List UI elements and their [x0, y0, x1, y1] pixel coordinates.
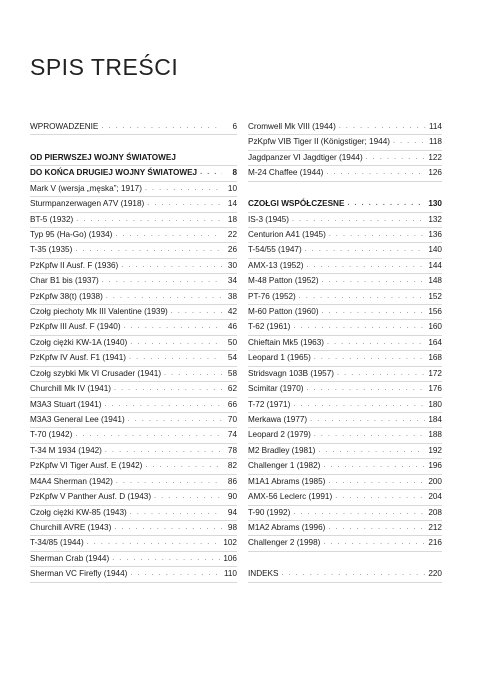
toc-page-number: 54: [227, 353, 237, 363]
toc-entry-title: CZOŁGI WSPÓŁCZESNE: [248, 199, 345, 209]
toc-entry-title: Churchill Mk IV (1941): [30, 384, 111, 394]
toc-entry-title: Stridsvagn 103B (1957): [248, 368, 335, 378]
toc-page-number: 82: [227, 461, 237, 471]
toc-page-number: 208: [428, 507, 442, 517]
toc-page-number: 196: [428, 461, 442, 471]
toc-leader-dots: [121, 259, 222, 273]
toc-entry-title: T-34/85 (1944): [30, 538, 84, 548]
toc-leader-dots: [307, 382, 426, 396]
toc-entry[interactable]: [248, 120, 442, 135]
toc-page-number: 168: [428, 353, 442, 363]
toc-page-number: 192: [428, 445, 442, 455]
toc-leader-dots: [145, 182, 222, 196]
toc-entry-title: M-24 Chaffee (1944): [248, 168, 324, 178]
toc-entry-title: IS-3 (1945): [248, 214, 289, 224]
toc-entry-title: Czołg ciężki KW-85 (1943): [30, 507, 127, 517]
toc-leader-dots: [114, 521, 222, 535]
toc-leader-dots: [114, 382, 222, 396]
toc-leader-dots: [310, 413, 425, 427]
toc-entry-title: T-90 (1992): [248, 507, 291, 517]
toc-entry[interactable]: [248, 490, 442, 505]
toc-entry-title: AMX-56 Leclerc (1991): [248, 492, 333, 502]
toc-page-number: 74: [227, 430, 237, 440]
toc-leader-dots: [116, 475, 222, 489]
toc-entry[interactable]: [30, 413, 237, 428]
toc-page-number: 180: [428, 399, 442, 409]
toc-entry[interactable]: [248, 536, 442, 551]
toc-page-number: 148: [428, 276, 442, 286]
toc-entry[interactable]: [248, 166, 442, 181]
toc-leader-dots: [347, 197, 425, 211]
toc-page-number: 200: [428, 476, 442, 486]
toc-spacer: [248, 182, 442, 197]
toc-entry-title: Typ 95 (Ha-Go) (1934): [30, 229, 113, 239]
toc-leader-dots: [129, 351, 222, 365]
toc-entry[interactable]: [30, 259, 237, 274]
toc-leader-dots: [305, 243, 426, 257]
toc-page-number: 46: [227, 322, 237, 332]
toc-entry-title: Cromwell Mk VIII (1944): [248, 121, 336, 131]
toc-entry-title: Challenger 2 (1998): [248, 538, 321, 548]
toc-column-right: [248, 120, 442, 583]
toc-entry-title: Czołg szybki Mk VI Crusader (1941): [30, 368, 162, 378]
toc-leader-dots: [104, 398, 222, 412]
toc-entry-title: M1A1 Abrams (1985): [248, 476, 326, 486]
toc-entry-title: T-35 (1935): [30, 245, 73, 255]
toc-entry[interactable]: [30, 213, 237, 228]
toc-section-heading[interactable]: [248, 197, 442, 212]
toc-entry-title: AMX-13 (1952): [248, 260, 304, 270]
toc-leader-dots: [339, 120, 426, 134]
toc-entry[interactable]: [30, 459, 237, 474]
toc-entry-title: M-48 Patton (1952): [248, 276, 319, 286]
toc-entry-title: PzKpfw II Ausf. F (1936): [30, 260, 119, 270]
toc-page-number: 152: [428, 291, 442, 301]
toc-page-number: 10: [227, 183, 237, 193]
toc-leader-dots: [130, 506, 222, 520]
toc-entry[interactable]: [30, 521, 237, 536]
toc-entry[interactable]: [248, 413, 442, 428]
toc-entry[interactable]: [30, 367, 237, 382]
toc-leader-dots: [115, 228, 222, 242]
toc-entry-title: Char B1 bis (1937): [30, 276, 99, 286]
toc-entry[interactable]: [248, 567, 442, 582]
toc-entry-title: PzKpfw VIB Tiger II (Königstiger; 1944): [248, 137, 390, 147]
toc-entry[interactable]: [30, 506, 237, 521]
toc-page-number: 94: [227, 507, 237, 517]
toc-entry[interactable]: [30, 120, 237, 135]
toc-entry-title: PzKpfw IV Ausf. F1 (1941): [30, 353, 127, 363]
toc-entry[interactable]: [30, 336, 237, 351]
toc-leader-dots: [299, 290, 426, 304]
toc-leader-dots: [328, 521, 425, 535]
toc-page-number: 136: [428, 229, 442, 239]
toc-page-number: 118: [428, 137, 442, 147]
toc-entry[interactable]: [248, 213, 442, 228]
toc-entry-title: Mark V (wersja „męska”; 1917): [30, 183, 142, 193]
toc-entry[interactable]: [30, 290, 237, 305]
toc-leader-dots: [128, 413, 222, 427]
toc-entry-title: M3A3 General Lee (1941): [30, 415, 125, 424]
toc-page-number: 144: [428, 260, 442, 270]
toc-entry[interactable]: [248, 320, 442, 335]
toc-leader-dots: [75, 243, 222, 257]
toc-entry[interactable]: [248, 290, 442, 305]
toc-entry[interactable]: [30, 552, 237, 567]
toc-page-number: 122: [428, 152, 442, 162]
toc-entry-title: WPROWADZENIE: [30, 121, 99, 131]
toc-page-number: 188: [428, 430, 442, 440]
toc-leader-dots: [318, 444, 425, 458]
toc-page-number: 184: [428, 415, 442, 424]
toc-entry[interactable]: [30, 428, 237, 443]
toc-entry-title: Centurion A41 (1945): [248, 229, 326, 239]
toc-entry-title: M4A4 Sherman (1942): [30, 476, 113, 486]
toc-page-number: 8: [232, 168, 237, 178]
toc-page-number: 110: [223, 569, 237, 579]
toc-leader-dots: [281, 567, 425, 581]
toc-page-number: 172: [428, 368, 442, 378]
toc-entry[interactable]: [248, 351, 442, 366]
toc-leader-dots: [145, 459, 222, 473]
toc-entry-title: PT-76 (1952): [248, 291, 296, 301]
toc-leader-dots: [102, 274, 222, 288]
toc-page-number: 26: [227, 245, 237, 255]
toc-entry-title: Jagdpanzer VI Jagdtiger (1944): [248, 152, 363, 162]
toc-page-number: 140: [428, 245, 442, 255]
toc-entry[interactable]: [30, 490, 237, 505]
toc-entry-title: PzKpfw VI Tiger Ausf. E (1942): [30, 461, 143, 471]
toc-entry-title: OD PIERWSZEJ WOJNY ŚWIATOWEJ: [30, 152, 176, 162]
toc-entry[interactable]: [30, 536, 237, 551]
toc-leader-dots: [322, 274, 426, 288]
toc-entry-title: PzKpfw V Panther Ausf. D (1943): [30, 492, 152, 502]
toc-page-number: 176: [428, 384, 442, 394]
toc-page-number: 62: [227, 384, 237, 394]
toc-entry[interactable]: [248, 151, 442, 166]
toc-entry-title: Merkawa (1977): [248, 415, 308, 424]
toc-column-left: [30, 120, 237, 583]
toc-entry-title: M2 Bradley (1981): [248, 445, 316, 455]
toc-entry-title: Sherman Crab (1944): [30, 553, 110, 563]
toc-leader-dots: [293, 398, 425, 412]
toc-leader-dots: [164, 367, 222, 381]
toc-leader-dots: [105, 444, 222, 458]
toc-leader-dots: [393, 135, 426, 149]
toc-entry-title: INDEKS: [248, 569, 279, 579]
toc-leader-dots: [327, 336, 425, 350]
toc-leader-dots: [323, 536, 425, 550]
toc-entry-title: Challenger 1 (1982): [248, 461, 321, 471]
toc-entry-title: Sturmpanzerwagen A7V (1918): [30, 199, 145, 209]
toc-entry[interactable]: [30, 228, 237, 243]
toc-entry[interactable]: [248, 506, 442, 521]
toc-entry[interactable]: [248, 243, 442, 258]
toc-leader-dots: [106, 290, 222, 304]
page-title: SPIS TREŚCI: [30, 54, 179, 80]
toc-page-number: 212: [428, 522, 442, 532]
toc-entry[interactable]: [248, 259, 442, 274]
toc-entry-title: T-62 (1961): [248, 322, 291, 332]
toc-leader-dots: [112, 552, 220, 566]
toc-entry-title: T-34 M 1934 (1942): [30, 445, 102, 455]
toc-page-number: 132: [428, 214, 442, 224]
toc-leader-dots: [326, 166, 425, 180]
toc-entry-title: BT-5 (1932): [30, 214, 74, 224]
toc-leader-dots: [87, 536, 221, 550]
toc-leader-dots: [292, 213, 425, 227]
toc-entry-title: Chieftain Mk5 (1963): [248, 337, 324, 347]
toc-entry[interactable]: [30, 475, 237, 490]
toc-page-number: 126: [428, 168, 442, 178]
toc-entry[interactable]: [30, 305, 237, 320]
toc-page-number: 204: [428, 492, 442, 502]
toc-page-number: 86: [227, 476, 237, 486]
toc-entry[interactable]: [248, 367, 442, 382]
toc-entry[interactable]: [248, 475, 442, 490]
toc-entry-title: Leopard 2 (1979): [248, 430, 311, 440]
toc-entry-title: M1A2 Abrams (1996): [248, 522, 326, 532]
toc-page-number: 160: [428, 322, 442, 332]
toc-leader-dots: [323, 459, 425, 473]
toc-leader-dots: [366, 151, 426, 165]
toc-page-number: 42: [227, 307, 237, 317]
toc-entry[interactable]: [248, 428, 442, 443]
toc-entry-title: T-54/55 (1947): [248, 245, 302, 255]
toc-leader-dots: [335, 490, 425, 504]
toc-entry[interactable]: [248, 305, 442, 320]
toc-page-number: 38: [227, 291, 237, 301]
toc-entry[interactable]: [30, 243, 237, 258]
toc-page-number: 14: [227, 199, 237, 209]
toc-entry-title: M3A3 Stuart (1941): [30, 399, 102, 409]
toc-leader-dots: [147, 197, 222, 211]
toc-leader-dots: [314, 351, 426, 365]
toc-leader-dots: [328, 475, 425, 489]
toc-entry[interactable]: [30, 274, 237, 289]
toc-entry-title: Sherman VC Firefly (1944): [30, 569, 128, 579]
toc-page-number: 50: [227, 337, 237, 347]
toc-entry-title: M-60 Patton (1960): [248, 307, 319, 317]
toc-leader-dots: [124, 320, 222, 334]
toc-entry[interactable]: [248, 228, 442, 243]
toc-entry[interactable]: [248, 444, 442, 459]
toc-page-number: 156: [428, 307, 442, 317]
toc-entry[interactable]: [248, 398, 442, 413]
toc-leader-dots: [76, 213, 222, 227]
toc-entry-title: DO KOŃCA DRUGIEJ WOJNY ŚWIATOWEJ: [30, 168, 198, 178]
toc-entry-title: PzKpfw 38(t) (1938): [30, 291, 103, 301]
toc-page-number: 22: [227, 229, 237, 239]
toc-page-number: 164: [428, 337, 442, 347]
toc-entry[interactable]: [248, 459, 442, 474]
toc-entry[interactable]: [248, 336, 442, 351]
toc-leader-dots: [130, 567, 221, 581]
toc-page-number: 130: [428, 199, 442, 209]
toc-entry-title: Leopard 1 (1965): [248, 353, 311, 363]
toc-page-number: 114: [428, 121, 442, 131]
toc-entry[interactable]: [30, 320, 237, 335]
toc-leader-dots: [293, 320, 425, 334]
toc-page-number: 90: [227, 492, 237, 502]
toc-entry[interactable]: [248, 521, 442, 536]
toc-page-number: 70: [227, 415, 237, 424]
toc-entry[interactable]: [248, 135, 442, 150]
toc-leader-dots: [75, 428, 222, 442]
toc-page-number: 102: [223, 538, 237, 548]
toc-entry-title: T-72 (1971): [248, 399, 291, 409]
toc-leader-dots: [200, 166, 222, 180]
toc-leader-dots: [171, 305, 222, 319]
toc-section-heading[interactable]: [30, 151, 237, 166]
toc-entry[interactable]: [30, 398, 237, 413]
toc-leader-dots: [322, 305, 426, 319]
toc-entry[interactable]: [30, 567, 237, 582]
toc-page-number: 58: [227, 368, 237, 378]
toc-page-number: 216: [428, 538, 442, 548]
toc-entry[interactable]: [30, 197, 237, 212]
toc-page-number: 106: [223, 553, 237, 563]
toc-page-number: 66: [227, 399, 237, 409]
toc-page-number: 30: [227, 260, 237, 270]
toc-page-number: 6: [232, 121, 237, 131]
toc-page-number: 220: [428, 569, 442, 579]
toc-entry[interactable]: [248, 274, 442, 289]
toc-leader-dots: [314, 428, 426, 442]
toc-section-heading[interactable]: [30, 166, 237, 181]
toc-leader-dots: [154, 490, 222, 504]
toc-page-number: 18: [227, 214, 237, 224]
toc-page-number: 78: [227, 445, 237, 455]
toc-leader-dots: [293, 506, 425, 520]
toc-page-number: 98: [227, 522, 237, 532]
toc-entry[interactable]: [30, 444, 237, 459]
toc-entry-title: Scimitar (1970): [248, 384, 304, 394]
toc-leader-dots: [101, 120, 222, 134]
toc-leader-dots: [130, 336, 222, 350]
toc-leader-dots: [329, 228, 425, 242]
toc-page-number: 34: [227, 276, 237, 286]
toc-leader-dots: [307, 259, 426, 273]
toc-entry[interactable]: [30, 351, 237, 366]
toc-entry-title: Churchill AVRE (1943): [30, 522, 112, 532]
toc-entry-title: T-70 (1942): [30, 430, 73, 440]
toc-spacer: [30, 135, 237, 150]
toc-entry[interactable]: [30, 382, 237, 397]
toc-leader-dots: [337, 367, 425, 381]
toc-entry-title: Czołg piechoty Mk III Valentine (1939): [30, 307, 168, 317]
toc-entry[interactable]: [30, 182, 237, 197]
toc-spacer: [248, 552, 442, 567]
toc-entry[interactable]: [248, 382, 442, 397]
toc-entry-title: Czołg ciężki KW-1A (1940): [30, 337, 128, 347]
toc-entry-title: PzKpfw III Ausf. F (1940): [30, 322, 121, 332]
